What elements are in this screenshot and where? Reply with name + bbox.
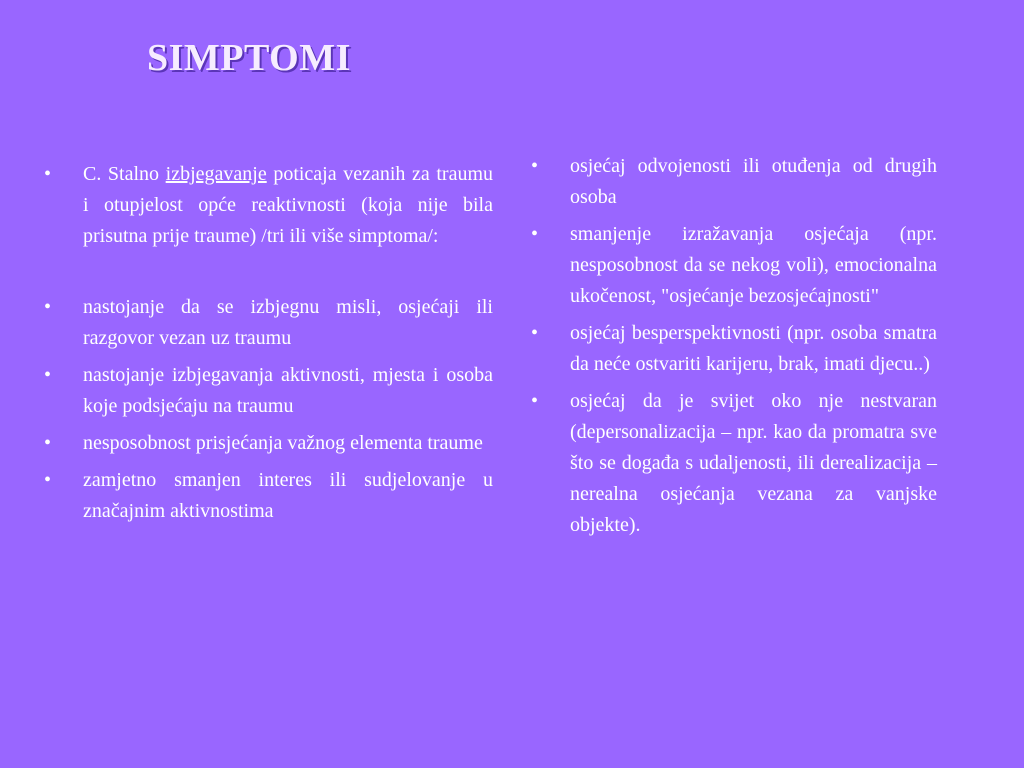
bullet-icon: • — [531, 155, 539, 177]
bullet-icon: • — [44, 469, 52, 491]
list-item-text: osjećaj da je svijet oko nje nestvaran (depersonalizacija – npr. kao da promatra sve što se događa s udaljenosti, ili derealizacija – nerealna osjećanja vezana za vanjske objekte). — [570, 390, 937, 536]
list-item-text: nastojanje izbjegavanja aktivnosti, mjesta i osoba koje podsjećaju na traumu — [83, 364, 493, 417]
list-item — [44, 360, 493, 422]
intro-text-underlined: izbjegavanje — [165, 163, 267, 185]
bullet-icon: • — [44, 364, 52, 386]
intro-text-before: C. Stalno — [83, 163, 166, 185]
list-item — [531, 386, 937, 541]
bullet-icon: • — [44, 432, 52, 454]
right-bullet-list — [531, 151, 937, 547]
list-item-text: osjećaj besperspektivnosti (npr. osoba smatra da neće ostvariti karijeru, brak, imati djecu..) — [570, 322, 937, 375]
list-item-text: osjećaj odvojenosti ili otuđenja od drugih osoba — [570, 155, 937, 208]
bullet-icon: • — [531, 322, 539, 344]
list-item-intro — [44, 159, 493, 252]
intro-text-after: poticaja vezanih za traumu i otupjelost opće reaktivnosti (koja nije bila prisutna prije traume) /tri ili više simptoma/: — [83, 163, 493, 247]
bullet-icon: • — [44, 163, 52, 185]
list-item — [531, 151, 937, 213]
list-item — [44, 292, 493, 354]
bullet-icon: • — [44, 296, 52, 318]
list-item-text: smanjenje izražavanja osjećaja (npr. nesposobnost da se nekog voli), emocionalna ukočenost, "osjećanje bezosjećajnosti" — [570, 223, 937, 307]
list-item — [531, 219, 937, 312]
list-item — [44, 428, 493, 459]
bullet-icon: • — [531, 390, 539, 412]
list-item-text: zamjetno smanjen interes ili sudjelovanje u značajnim aktivnostima — [83, 469, 493, 522]
list-item-text: nastojanje da se izbjegnu misli, osjećaji ili razgovor vezan uz traumu — [83, 296, 493, 349]
list-item — [44, 465, 493, 527]
list-item — [531, 318, 937, 380]
list-item-text: nesposobnost prisjećanja važnog elementa traume — [83, 432, 483, 454]
bullet-icon: • — [531, 223, 539, 245]
left-bullet-list — [44, 159, 493, 533]
slide-title: SIMPTOMI — [147, 37, 351, 79]
